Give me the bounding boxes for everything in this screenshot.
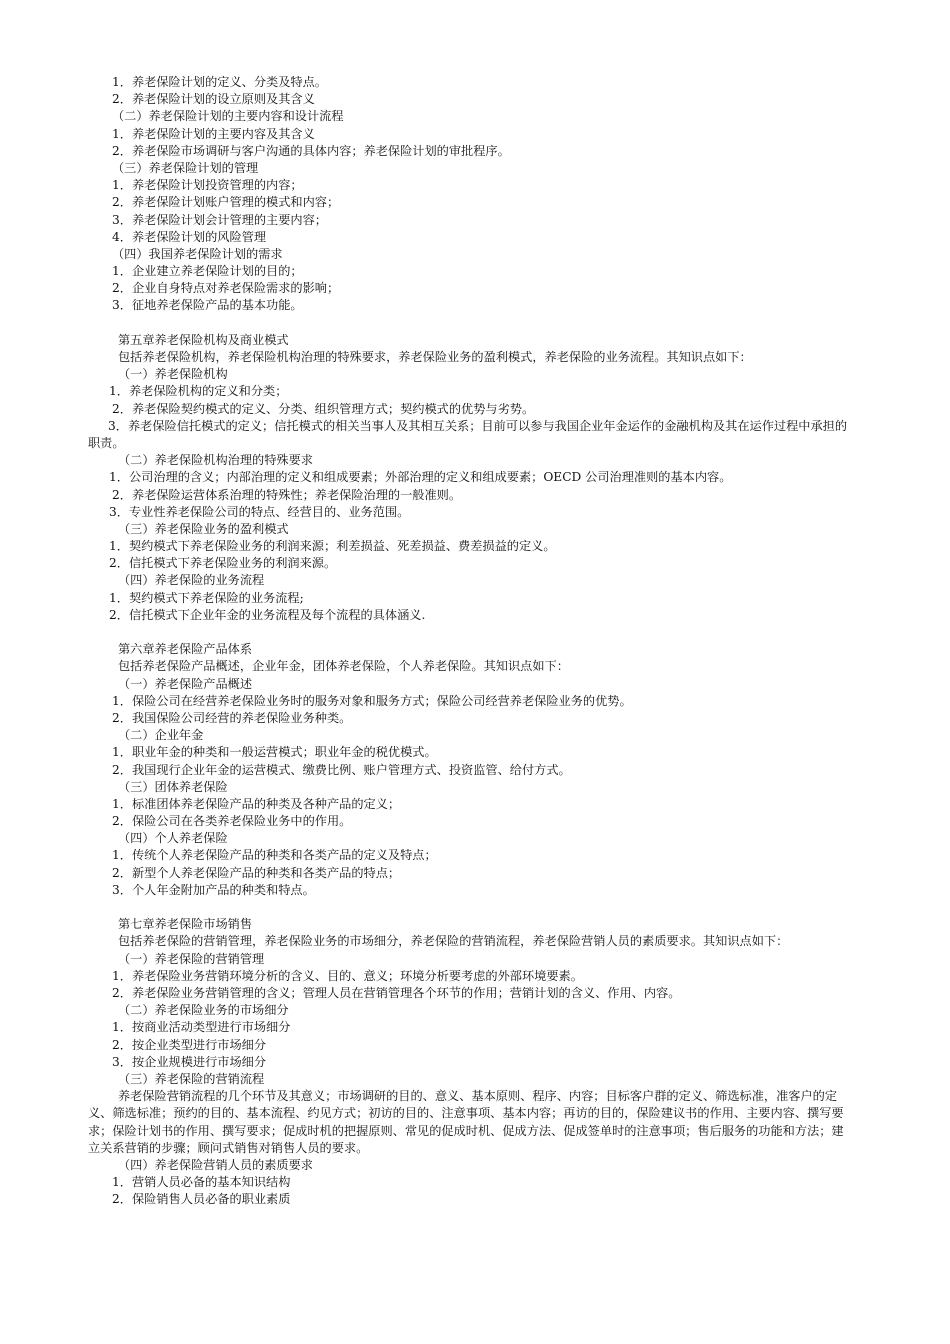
list-item: 1．保险公司在经营养老保险业务时的服务对象和服务方式；保险公司经营养老保险业务的优势。 [112,693,632,708]
list-item: 3．专业性养老保险公司的特点、经营目的、业务范围。 [109,504,410,519]
chapter-intro: 包括养老保险机构，养老保险机构治理的特殊要求，养老保险业务的盈利模式，养老保险的业务流程。其知识点如下： [118,350,752,364]
list-item: 1．传统个人养老保险产品的种类和各类产品的定义及特点； [112,848,437,863]
list-item: 3．征地养老保险产品的基本功能。 [112,298,303,313]
section-heading: （三）养老保险的营销流程 [118,1071,265,1086]
list-item: 1．养老保险计划投资管理的内容； [112,178,303,193]
list-item: 3．养老保险计划会计管理的主要内容； [112,212,327,227]
list-item: 1．职业年金的种类和一般运营模式；职业年金的税优模式。 [112,745,437,760]
section-heading: （四）养老保险的业务流程 [118,573,265,588]
list-item: 1．养老保险业务营销环境分析的含义、目的、意义；环境分析要考虑的外部环境要素。 [112,968,583,983]
list-item: 1．养老保险计划的主要内容及其含义 [112,126,315,141]
section-heading: （二）养老保险机构治理的特殊要求 [118,453,313,468]
section-heading: （二）养老保险计划的主要内容和设计流程 [112,109,344,124]
list-item: 1．企业建立养老保险计划的目的； [112,264,303,279]
section-heading: （四）我国养老保险计划的需求 [112,246,283,261]
list-item: 2．养老保险契约模式的定义、分类、组织管理方式；契约模式的优势与劣势。 [112,401,535,416]
list-item: 2．按企业类型进行市场细分 [112,1037,267,1052]
chapter-title: 第七章养老保险市场销售 [118,917,253,932]
section-heading: （二）企业年金 [118,728,204,743]
list-item: 2．养老保险计划账户管理的模式和内容； [112,195,340,210]
list-item: 2．保险公司在各类养老保险业务中的作用。 [112,814,352,829]
list-item: 2．养老保险业务营销管理的含义；管理人员在营销管理各个环节的作用；营销计划的含义、作用、内容。 [112,986,681,1000]
list-item: 2．养老保险运营体系治理的特殊性；养老保险治理的一般准则。 [112,487,462,502]
list-item: 3．养老保险信托模式的定义；信托模式的相关当事人及其相互关系；目前可以参与我国企业年金运作的金融机构及其在运作过程中承担的职责。 [88,418,848,450]
list-item: 1．按商业活动类型进行市场细分 [112,1020,291,1035]
list-item: 4．养老保险计划的风险管理 [112,229,267,244]
list-item: 3．个人年金附加产品的种类和特点。 [112,882,315,897]
list-item: 1．养老保险机构的定义和分类； [109,384,288,399]
document-body [88,74,850,1209]
paragraph: 养老保险营销流程的几个环节及其意义；市场调研的目的、意义、基本原则、程序、内容；目标客户群的定义、筛选标准，准客户的定义、筛选标准；预约的目的、基本流程、约见方式；初访的目的、注意事项、基本内容；再访的目的，保险建议书的作用、主要内容、撰写要求；保险计划书的作用、撰写要求；促成时机的把握原则、常见的促成时机、促成方法、促成签单时的注意事项；售后服务的功能和方法；建立关系营销的步骤；顾问式销售对销售人员的要求。 [88,1089,844,1155]
list-item: 2．信托模式下企业年金的业务流程及每个流程的具体涵义. [109,607,426,622]
list-item: 1．公司治理的含义；内部治理的定义和组成要素；外部治理的定义和组成要素；OECD 公司治理准则的基本内容。 [109,470,732,485]
chapter-title: 第五章养老保险机构及商业模式 [118,332,289,347]
list-item: 1．标准团体养老保险产品的种类及各种产品的定义； [112,796,401,811]
chapter-intro: 包括养老保险的营销管理，养老保险业务的市场细分，养老保险的营销流程，养老保险营销人员的素质要求。其知识点如下： [118,934,789,949]
chapter-title: 第六章养老保险产品体系 [118,642,253,657]
list-item: 2．养老保险市场调研与客户沟通的具体内容；养老保险计划的审批程序。 [112,143,510,158]
list-item: 2．保险销售人员必备的职业素质 [112,1192,291,1207]
section-heading: （一）养老保险机构 [118,367,228,382]
section-heading: （二）养老保险业务的市场细分 [118,1003,289,1018]
section-heading: （三）团体养老保险 [118,779,228,794]
list-item: 1．契约模式下养老保险业务的利润来源；利差损益、死差损益、费差损益的定义。 [109,539,556,554]
chapter-intro: 包括养老保险产品概述，企业年金，团体养老保险，个人养老保险。其知识点如下： [118,659,569,674]
list-item: 2．信托模式下养老保险业务的利润来源。 [109,556,337,571]
list-item: 2．企业自身特点对养老保险需求的影响； [112,281,340,296]
list-item: 2．我国保险公司经营的养老保险业务种类。 [112,710,352,725]
section-heading: （一）养老保险的营销管理 [118,951,265,966]
list-item: 2．养老保险计划的设立原则及其含义 [112,92,315,107]
list-item: 1．营销人员必备的基本知识结构 [112,1175,291,1190]
section-heading: （一）养老保险产品概述 [118,676,253,691]
section-heading: （三）养老保险计划的管理 [112,160,259,175]
list-item: 1．养老保险计划的定义、分类及特点。 [112,75,327,89]
list-item: 2．我国现行企业年金的运营模式、缴费比例、账户管理方式、投资监管、给付方式。 [112,762,571,777]
section-heading: （三）养老保险业务的盈利模式 [118,521,289,536]
list-item: 3．按企业规模进行市场细分 [112,1054,267,1069]
list-item: 1．契约模式下养老保险的业务流程; [109,590,304,605]
section-heading: （四）个人养老保险 [118,831,228,846]
section-heading: （四）养老保险营销人员的素质要求 [118,1157,313,1172]
list-item: 2．新型个人养老保险产品的种类和各类产品的特点； [112,865,401,880]
